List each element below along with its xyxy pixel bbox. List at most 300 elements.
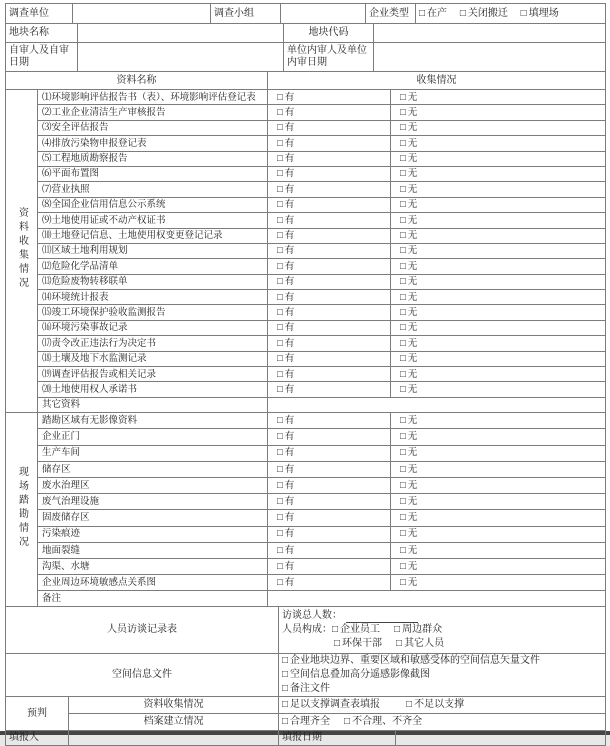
item-name: 污染痕迹 (38, 526, 268, 542)
checkbox-has[interactable]: □ (277, 122, 283, 134)
checkbox-none[interactable]: □ (400, 137, 406, 149)
status-cell-has (268, 151, 391, 166)
table-row (6, 526, 606, 542)
item-name: ⑹平面布置图 (38, 166, 268, 181)
table-row (6, 305, 606, 320)
item-name: ⑵工业企业清洁生产审核报告 (38, 105, 268, 120)
checkbox-label: 无 (407, 337, 418, 349)
checkbox-label: 无 (407, 576, 418, 588)
checkbox-has[interactable]: □ (277, 544, 283, 556)
status-cell-has (268, 542, 391, 558)
checkbox-landfill[interactable]: □ (520, 7, 527, 19)
plot-info-table (5, 23, 606, 72)
total-interviewees-blank[interactable] (346, 612, 418, 623)
status-cell-none (391, 136, 606, 151)
item-name: ⑷排放污染物申报登记表 (38, 136, 268, 151)
status-cell-has (268, 305, 391, 320)
checkbox-none[interactable]: □ (400, 153, 406, 165)
item-name: ⑽土地登记信息、土地使用权变更登记记录 (38, 228, 268, 243)
checkbox-label: 无 (407, 276, 418, 288)
checkbox-enterprise-staff[interactable]: □ (332, 624, 339, 636)
status-cell-has (268, 575, 391, 591)
checkbox-has[interactable]: □ (277, 479, 283, 491)
status-cell-none (391, 105, 606, 120)
checkbox-nearby-residents[interactable]: □ (394, 624, 401, 636)
status-cell-none (391, 90, 606, 105)
internal-review-value[interactable] (374, 43, 606, 72)
checkbox-label: 企业地块边界、重要区域和敏感受体的空间信息矢量文件 (290, 655, 541, 667)
survey-team-value[interactable] (281, 4, 366, 24)
checkbox-unreasonable-incomplete[interactable]: □ (344, 716, 351, 728)
table-row (6, 166, 606, 181)
status-cell-none (391, 197, 606, 212)
prejudge-archive-label: 档案建立情况 (69, 714, 279, 731)
header-info-table (5, 3, 606, 24)
checkbox-label: 有 (284, 199, 295, 211)
table-row (6, 397, 606, 412)
interview-record-label: 人员访谈记录表 (6, 607, 279, 654)
checkbox-has[interactable]: □ (277, 137, 283, 149)
checkbox-label: 无 (407, 199, 418, 211)
checkbox-none[interactable]: □ (400, 199, 406, 211)
status-cell-none (391, 367, 606, 382)
table-row (6, 213, 606, 228)
checkbox-has[interactable]: □ (277, 168, 283, 180)
checkbox-label: 有 (284, 512, 295, 524)
checkbox-label: 有 (284, 260, 295, 272)
fill-date-value[interactable] (396, 731, 606, 746)
checkbox-label: 无 (407, 528, 418, 540)
table-row (6, 382, 606, 397)
checkbox-has[interactable]: □ (277, 106, 283, 118)
fill-date-label: 填报日期 (279, 731, 396, 746)
checkbox-none[interactable]: □ (400, 512, 406, 524)
checkbox-label: 无 (407, 322, 418, 334)
status-cell-has (268, 197, 391, 212)
status-cell-has (268, 182, 391, 197)
checkbox-label: 环保干部 (342, 638, 383, 650)
section-label-cell (6, 90, 38, 413)
checkbox-label: 有 (284, 463, 295, 475)
status-cell-has (268, 367, 391, 382)
item-name: 备注 (38, 591, 268, 607)
status-cell-has (268, 429, 391, 445)
checkbox-label: 有 (284, 337, 295, 349)
checkbox-none[interactable]: □ (400, 353, 406, 365)
checkbox-label: 无 (407, 431, 418, 443)
checkbox-none[interactable]: □ (400, 276, 406, 288)
spatial-info-cell (279, 654, 606, 697)
checkbox-none[interactable]: □ (400, 337, 406, 349)
checkbox-none[interactable]: □ (400, 528, 406, 540)
checkbox-label: 无 (407, 137, 418, 149)
table-row (6, 182, 606, 197)
item-name: ⒃环境污染事故记录 (38, 320, 268, 335)
table-row (6, 274, 606, 289)
status-cell-none (391, 151, 606, 166)
prejudge-label: 预判 (6, 697, 69, 731)
status-cell-has (268, 413, 391, 429)
checkbox-none[interactable]: □ (400, 306, 406, 318)
checkbox-has[interactable]: □ (277, 337, 283, 349)
status-cell-has (268, 445, 391, 461)
checkbox-label: 空间信息叠加高分遥感影像截图 (290, 669, 431, 681)
table-row (6, 367, 606, 382)
table-row (6, 477, 606, 493)
self-review-label: 自审人及自审日期 (6, 43, 78, 72)
checkbox-has[interactable]: □ (277, 560, 283, 572)
checkbox-label: 无 (407, 512, 418, 524)
status-cell-has (268, 90, 391, 105)
filler-value[interactable] (69, 731, 279, 746)
status-cell-none (391, 320, 606, 335)
self-review-value[interactable] (78, 43, 284, 72)
checkbox-label: 有 (284, 137, 295, 149)
table-row (6, 336, 606, 351)
table-row (6, 542, 606, 558)
table-row (6, 72, 606, 90)
site-survey-table (5, 412, 606, 607)
checkbox-label: 有 (284, 306, 295, 318)
checkbox-has[interactable]: □ (277, 276, 283, 288)
status-cell-has (268, 243, 391, 258)
column-header-table (5, 71, 606, 90)
checkbox-label: 有 (284, 230, 295, 242)
item-name: ⒂竣工环境保护验收监测报告 (38, 305, 268, 320)
checkbox-label: 在产 (427, 7, 448, 19)
material-name-header: 资料名称 (6, 72, 268, 90)
checkbox-label: 无 (407, 353, 418, 365)
plot-name-label: 地块名称 (6, 24, 78, 43)
checkbox-label: 无 (407, 168, 418, 180)
checkbox-none[interactable]: □ (400, 230, 406, 242)
checkbox-label: 有 (284, 560, 295, 572)
checkbox-label: 备注文件 (290, 683, 331, 695)
item-name: ⑸工程地质勘察报告 (38, 151, 268, 166)
checkbox-has[interactable]: □ (277, 415, 283, 427)
table-row (6, 494, 606, 510)
item-name: 地面裂缝 (38, 542, 268, 558)
checkbox-label: 有 (284, 276, 295, 288)
item-name: 企业周边环境敏感点关系图 (38, 575, 268, 591)
checkbox-has[interactable]: □ (277, 512, 283, 524)
table-row (6, 24, 606, 43)
status-cell-has (268, 228, 391, 243)
status-cell-none (391, 461, 606, 477)
status-cell-has (268, 351, 391, 366)
status-cell-none (391, 575, 606, 591)
checkbox-label: 有 (284, 528, 295, 540)
status-cell-has (268, 320, 391, 335)
status-cell-none (391, 228, 606, 243)
checkbox-none[interactable]: □ (400, 122, 406, 134)
status-cell-has (268, 259, 391, 274)
checkbox-sufficient[interactable]: □ (282, 699, 289, 711)
checkbox-has[interactable]: □ (277, 431, 283, 443)
checkbox-label: 有 (284, 183, 295, 195)
checkbox-closed-relocated[interactable]: □ (459, 7, 466, 19)
bottom-table (5, 606, 606, 746)
checkbox-has[interactable]: □ (277, 230, 283, 242)
table-row (6, 43, 606, 72)
checkbox-label: 无 (407, 415, 418, 427)
checkbox-has[interactable]: □ (277, 199, 283, 211)
status-cell-has (268, 290, 391, 305)
checkbox-has[interactable]: □ (277, 447, 283, 459)
checkbox-other-personnel[interactable]: □ (396, 638, 403, 650)
checkbox-label: 无 (407, 214, 418, 226)
checkbox-none[interactable]: □ (400, 479, 406, 491)
checkbox-label: 无 (407, 91, 418, 103)
checkbox-none[interactable]: □ (400, 415, 406, 427)
item-name: 其它资料 (38, 397, 268, 412)
plot-code-value[interactable] (374, 24, 606, 43)
checkbox-has[interactable]: □ (277, 383, 283, 395)
checkbox-none[interactable]: □ (400, 576, 406, 588)
table-row (6, 429, 606, 445)
status-cell-none (391, 120, 606, 135)
checkbox-none[interactable]: □ (400, 560, 406, 572)
status-cell-none (391, 558, 606, 574)
checkbox-label: 有 (284, 544, 295, 556)
checkbox-label: 有 (284, 368, 295, 380)
spatial-info-label: 空间信息文件 (6, 654, 279, 697)
status-cell-none (391, 243, 606, 258)
enterprise-type-options (416, 4, 606, 24)
checkbox-remote-image[interactable]: □ (282, 669, 289, 681)
checkbox-label: 无 (407, 447, 418, 459)
checkbox-none[interactable]: □ (400, 260, 406, 272)
section-label: 现场踏勘情况 (16, 465, 28, 550)
checkbox-has[interactable]: □ (277, 260, 283, 272)
checkbox-label: 有 (284, 431, 295, 443)
checkbox-label: 无 (407, 368, 418, 380)
status-cell-has (268, 166, 391, 181)
checkbox-vector-file[interactable]: □ (282, 655, 289, 667)
interview-record-cell (279, 607, 606, 654)
item-name: ⑾区域土地利用规划 (38, 243, 268, 258)
table-row (6, 259, 606, 274)
checkbox-label: 无 (407, 291, 418, 303)
checkbox-label: 有 (284, 214, 295, 226)
table-row (6, 243, 606, 258)
checkbox-has[interactable]: □ (277, 183, 283, 195)
item-name: 生产车间 (38, 445, 268, 461)
checkbox-remark-file[interactable]: □ (282, 683, 289, 695)
total-interviewees-label: 访谈总人数： (282, 610, 342, 622)
item-name: 储存区 (38, 461, 268, 477)
prejudge-archive-options (279, 714, 606, 731)
checkbox-has[interactable]: □ (277, 91, 283, 103)
blank-cell[interactable] (268, 591, 606, 607)
checkbox-has[interactable]: □ (277, 153, 283, 165)
checkbox-none[interactable]: □ (400, 106, 406, 118)
item-name: 废气治理设施 (38, 494, 268, 510)
checkbox-label: 有 (284, 153, 295, 165)
status-cell-has (268, 558, 391, 574)
table-row (6, 413, 606, 429)
checkbox-has[interactable]: □ (277, 291, 283, 303)
table-row (6, 697, 606, 714)
table-row (6, 136, 606, 151)
checkbox-none[interactable]: □ (400, 496, 406, 508)
checkbox-label: 无 (407, 560, 418, 572)
table-row (6, 714, 606, 731)
status-cell-none (391, 166, 606, 181)
table-row (6, 575, 606, 591)
checkbox-label: 无 (407, 544, 418, 556)
table-row (6, 351, 606, 366)
checkbox-none[interactable]: □ (400, 245, 406, 257)
checkbox-label: 无 (407, 260, 418, 272)
blank-cell[interactable] (268, 397, 606, 412)
checkbox-in-production[interactable]: □ (419, 7, 426, 19)
checkbox-has[interactable]: □ (277, 496, 283, 508)
checkbox-label: 无 (407, 479, 418, 491)
status-cell-none (391, 494, 606, 510)
checkbox-label: 无 (407, 245, 418, 257)
status-cell-none (391, 274, 606, 289)
section-label-cell (6, 413, 38, 607)
checkbox-none[interactable]: □ (400, 322, 406, 334)
checkbox-label: 有 (284, 106, 295, 118)
plot-name-value[interactable] (78, 24, 284, 43)
checkbox-none[interactable]: □ (400, 544, 406, 556)
status-cell-has (268, 477, 391, 493)
status-cell-none (391, 445, 606, 461)
item-name: 废水治理区 (38, 477, 268, 493)
item-name: ⒆调查评估报告或相关记录 (38, 367, 268, 382)
checkbox-has[interactable]: □ (277, 353, 283, 365)
section-label: 资料收集情况 (16, 207, 28, 292)
checkbox-label: 关闭搬迁 (467, 7, 508, 19)
checkbox-label: 填埋场 (528, 7, 559, 19)
checkbox-label: 有 (284, 291, 295, 303)
item-name: ⑿危险化学品清单 (38, 259, 268, 274)
checkbox-has[interactable]: □ (277, 463, 283, 475)
checkbox-label: 有 (284, 122, 295, 134)
item-name: ⑺营业执照 (38, 182, 268, 197)
checkbox-label: 有 (284, 322, 295, 334)
checkbox-insufficient[interactable]: □ (406, 699, 413, 711)
checkbox-label: 无 (407, 153, 418, 165)
checkbox-none[interactable]: □ (400, 383, 406, 395)
checkbox-label: 无 (407, 183, 418, 195)
item-name: 踏勘区域有无影像资料 (38, 413, 268, 429)
plot-code-label: 地块代码 (284, 24, 374, 43)
checkbox-has[interactable]: □ (277, 245, 283, 257)
item-name: ⑻全国企业信用信息公示系统 (38, 197, 268, 212)
status-cell-has (268, 336, 391, 351)
status-cell-none (391, 413, 606, 429)
table-row (6, 461, 606, 477)
checkbox-none[interactable]: □ (400, 168, 406, 180)
table-row (6, 654, 606, 697)
item-name: 固废储存区 (38, 510, 268, 526)
status-cell-none (391, 526, 606, 542)
checkbox-none[interactable]: □ (400, 91, 406, 103)
checkbox-label: 合理齐全 (290, 716, 331, 728)
table-row (6, 228, 606, 243)
status-cell-none (391, 542, 606, 558)
status-cell-has (268, 461, 391, 477)
checkbox-epa-cadre[interactable]: □ (334, 638, 341, 650)
status-cell-none (391, 182, 606, 197)
checkbox-has[interactable]: □ (277, 576, 283, 588)
status-cell-has (268, 120, 391, 135)
checkbox-has[interactable]: □ (277, 306, 283, 318)
checkbox-label: 有 (284, 415, 295, 427)
checkbox-label: 无 (407, 122, 418, 134)
survey-unit-value[interactable] (73, 4, 211, 24)
checkbox-label: 不足以支撑 (414, 699, 465, 711)
checkbox-label: 有 (284, 447, 295, 459)
status-cell-has (268, 494, 391, 510)
checkbox-label: 周边群众 (402, 624, 443, 636)
table-row (6, 120, 606, 135)
checkbox-has[interactable]: □ (277, 368, 283, 380)
status-cell-none (391, 510, 606, 526)
status-cell-none (391, 305, 606, 320)
status-cell-has (268, 136, 391, 151)
table-row (6, 320, 606, 335)
item-name: ⒄责令改正违法行为决定书 (38, 336, 268, 351)
status-cell-has (268, 274, 391, 289)
checkbox-label: 有 (284, 245, 295, 257)
checkbox-none[interactable]: □ (400, 291, 406, 303)
checkbox-label: 无 (407, 496, 418, 508)
checkbox-has[interactable]: □ (277, 528, 283, 540)
composition-label: 人员构成： (282, 624, 332, 636)
table-row (6, 558, 606, 574)
checkbox-label: 企业员工 (340, 624, 381, 636)
status-cell-none (391, 351, 606, 366)
checkbox-label: 无 (407, 106, 418, 118)
checkbox-has[interactable]: □ (277, 322, 283, 334)
survey-team-label: 调查小组 (211, 4, 281, 24)
checkbox-label: 有 (284, 383, 295, 395)
material-collection-table (5, 89, 606, 413)
status-cell-none (391, 382, 606, 397)
checkbox-label: 不合理、不齐全 (352, 716, 423, 728)
checkbox-label: 有 (284, 168, 295, 180)
table-row (6, 197, 606, 212)
item-name: ⒇土地使用权人承诺书 (38, 382, 268, 397)
checkbox-label: 无 (407, 383, 418, 395)
item-name: ⒁环境统计报表 (38, 290, 268, 305)
table-row (6, 105, 606, 120)
table-row (6, 90, 606, 105)
checkbox-none[interactable]: □ (400, 431, 406, 443)
status-cell-has (268, 526, 391, 542)
item-name: ⒅土壤及地下水监测记录 (38, 351, 268, 366)
status-cell-none (391, 429, 606, 445)
checkbox-has[interactable]: □ (277, 214, 283, 226)
checkbox-none[interactable]: □ (400, 183, 406, 195)
table-row (6, 4, 606, 24)
checkbox-none[interactable]: □ (400, 214, 406, 226)
status-cell-has (268, 105, 391, 120)
checkbox-label: 无 (407, 463, 418, 475)
checkbox-label: 其它人员 (404, 638, 445, 650)
checkbox-reasonable-complete[interactable]: □ (282, 716, 289, 728)
checkbox-none[interactable]: □ (400, 463, 406, 475)
checkbox-none[interactable]: □ (400, 368, 406, 380)
internal-review-label: 单位内审人及单位内审日期 (284, 43, 374, 72)
table-row (6, 290, 606, 305)
item-name: 企业正门 (38, 429, 268, 445)
checkbox-none[interactable]: □ (400, 447, 406, 459)
